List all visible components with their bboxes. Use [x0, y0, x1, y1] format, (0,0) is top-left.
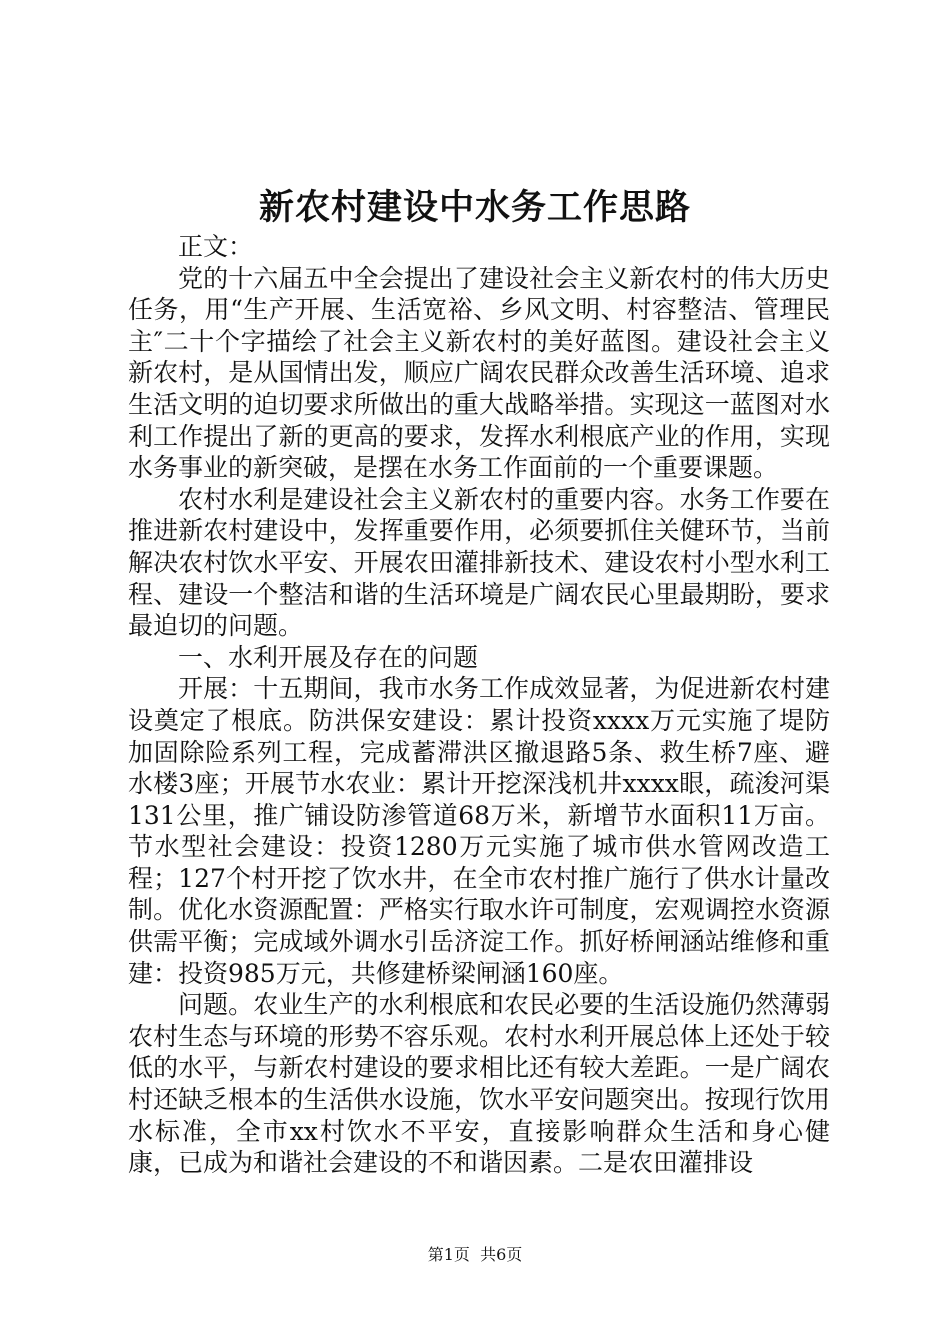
paragraph: 问题。农业生产的水利根底和农民必要的生活设施仍然薄弱农村生态与环境的形势不容乐观。农村水利开展总体上还处于较低的水平，与新农村建设的要求相比还有较大差距。一是广阔农村还缺乏根本的生活供水设施，饮水平安问题突出。按现行饮用水标准，全市xx村饮水不平安，直接影响群众生活和身心健康，已成为和谐社会建设的不和谐因素。二是农田灌排设: [128, 990, 830, 1178]
document-title: 新农村建设中水务工作思路: [258, 187, 691, 228]
page-total: 共6页: [480, 1245, 523, 1264]
document-body: [128, 231, 830, 1179]
paragraph: 农村水利是建设社会主义新农村的重要内容。水务工作要在推进新农村建设中，发挥重要作用，必须要抓住关健环节，当前解决农村饮水平安、开展农田灌排新技术、建设农村小型水利工程、建设一个整洁和谐的生活环境是广阔农民心里最期盼，要求最迫切的问题。: [128, 484, 830, 641]
page-number: 第1页: [427, 1245, 470, 1264]
page-footer: [0, 1244, 950, 1266]
paragraph: 党的十六届五中全会提出了建设社会主义新农村的伟大历史任务，用“生产开展、生活宽裕、乡风文明、村容整洁、管理民主″二十个字描绘了社会主义新农村的美好蓝图。建设社会主义新农村，是从国情出发，顺应广阔农民群众改善生活环境、追求生活文明的迫切要求所做出的重大战略举措。实现这一蓝图对水利工作提出了新的更高的要求，发挥水利根底产业的作用，实现水务事业的新突破，是摆在水务工作面前的一个重要课题。: [128, 263, 830, 483]
paragraph-intro-label: 正文：: [178, 232, 254, 261]
paragraph: 开展：十五期间，我市水务工作成效显著，为促进新农村建设奠定了根底。防洪保安建设：累计投资xxxx万元实施了堤防加固除险系列工程，完成蓄滞洪区撤退路5条、救生桥7座、避水楼3座；开展节水农业：累计开挖深浅机井xxxx眼，疏浚河渠131公里，推广铺设防渗管道68万米，新增节水面积11万亩。节水型社会建设：投资1280万元实施了城市供水管网改造工程；127个村开挖了饮水井，在全市农村推广施行了供水计量改制。优化水资源配置：严格实行取水许可制度，宏观调控水资源供需平衡；完成域外调水引岳济淀工作。抓好桥闸涵站维修和重建：投资985万元，共修建桥梁闸涵160座。: [128, 674, 830, 988]
section-heading: 一、水利开展及存在的问题: [178, 642, 479, 672]
